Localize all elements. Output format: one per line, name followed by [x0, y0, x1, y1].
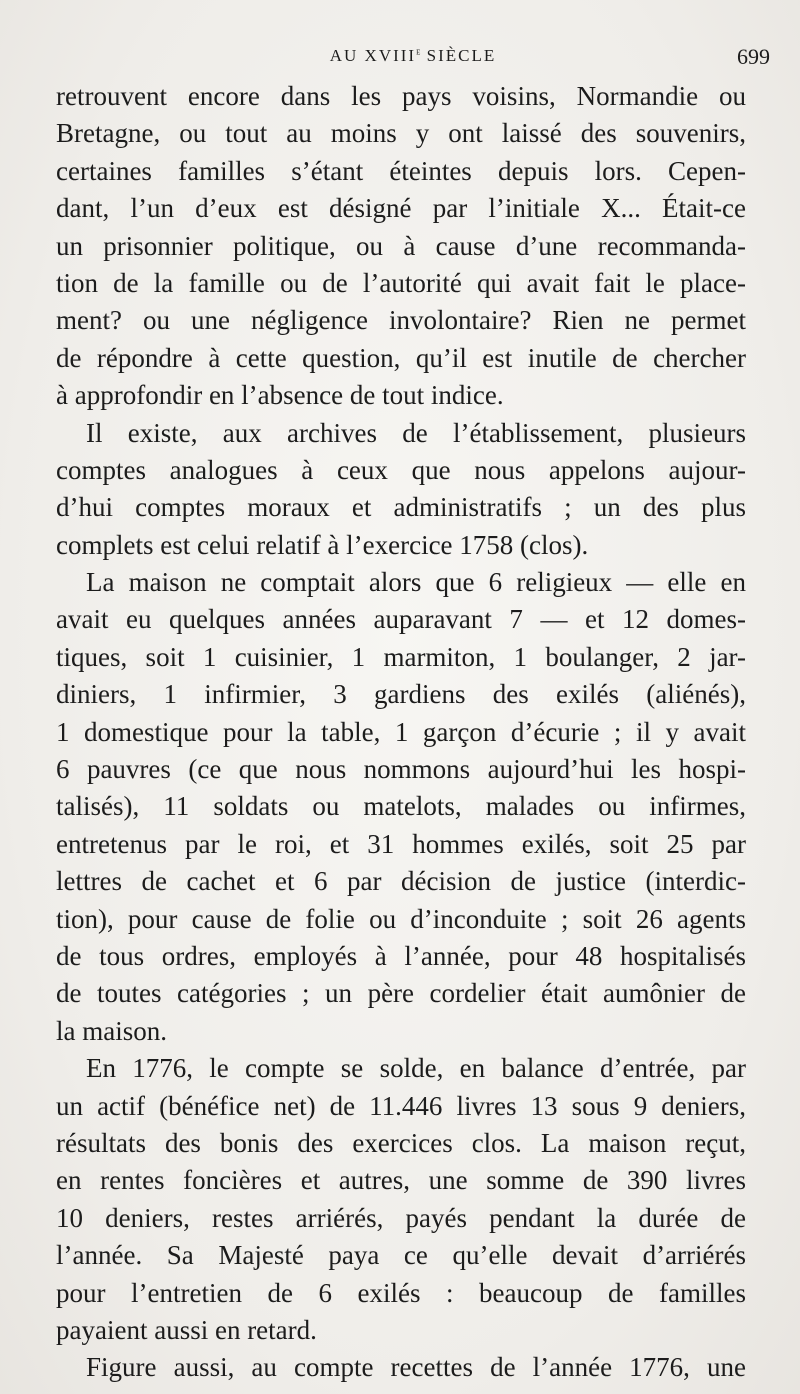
- text-line: l’année. Sa Majesté paya ce qu’elle devait d’arriérés: [56, 1240, 746, 1271]
- text-line: la maison.: [56, 1015, 167, 1046]
- text-line: un prisonnier politique, ou à cause d’une recommanda-: [56, 230, 746, 261]
- text-line: dant, l’un d’eux est désigné par l’initiale X... Était-ce: [56, 193, 746, 224]
- text-line: payaient aussi en retard.: [56, 1314, 317, 1345]
- text-line: à approfondir en l’absence de tout indice.: [56, 380, 504, 411]
- text-line: comptes analogues à ceux que nous appelons aujour-: [56, 454, 746, 485]
- text-line: de tous ordres, employés à l’année, pour 48 hospitalisés: [56, 940, 746, 971]
- running-title-superscript: e: [416, 46, 421, 58]
- paragraph-first-line: En 1776, le compte se solde, en balance d’entrée, par: [86, 1053, 746, 1084]
- text-line: ment? ou une négligence involontaire? Rien ne permet: [56, 305, 746, 336]
- running-title-suffix: SIÈCLE: [420, 46, 497, 65]
- text-line: retrouvent encore dans les pays voisins, Normandie ou: [56, 81, 746, 111]
- text-line: avait eu quelques années auparavant 7 — et 12 domes-: [56, 604, 746, 635]
- running-title: [56, 46, 770, 66]
- text-line: certaines familles s’étant éteintes depuis lors. Cepen-: [56, 155, 746, 186]
- running-head: [56, 44, 770, 74]
- text-line: tiques, soit 1 cuisinier, 1 marmiton, 1 boulanger, 2 jar-: [56, 641, 746, 672]
- page-number: 699: [737, 44, 770, 69]
- paragraph-first-line: La maison ne comptait alors que 6 religieux — elle en: [86, 567, 746, 598]
- text-line: 10 deniers, restes arriérés, payés pendant la durée de: [56, 1202, 746, 1233]
- text-line: 1 domestique pour la table, 1 garçon d’écurie ; il y avait: [56, 716, 746, 747]
- text-line: tion), pour cause de folie ou d’inconduite ; soit 26 agents: [56, 903, 746, 934]
- text-line: talisés), 11 soldats ou matelots, malades ou infirmes,: [56, 791, 746, 822]
- running-title-prefix: AU XVIII: [329, 46, 417, 65]
- text-line: entretenus par le roi, et 31 hommes exilés, soit 25 par: [56, 828, 746, 859]
- body-text: [56, 78, 746, 1387]
- text-line: complets est celui relatif à l’exercice 1758 (clos).: [56, 529, 589, 560]
- text-line: un actif (bénéfice net) de 11.446 livres 13 sous 9 deniers,: [56, 1090, 746, 1121]
- paragraph-first-line: Il existe, aux archives de l’établissement, plusieurs: [86, 417, 746, 448]
- text-line: d’hui comptes moraux et administratifs ; un des plus: [56, 492, 746, 523]
- text-line: de répondre à cette question, qu’il est inutile de chercher: [56, 342, 746, 373]
- text-line: 6 pauvres (ce que nous nommons aujourd’hui les hospi-: [56, 754, 746, 785]
- text-line: lettres de cachet et 6 par décision de justice (interdic-: [56, 866, 746, 897]
- text-line: pour l’entretien de 6 exilés : beaucoup de familles: [56, 1277, 746, 1308]
- text-line: de toutes catégories ; un père cordelier était aumônier de: [56, 978, 746, 1009]
- text-line: résultats des bonis des exercices clos. La maison reçut,: [56, 1127, 746, 1158]
- text-line: tion de la famille ou de l’autorité qui avait fait le place-: [56, 267, 746, 298]
- text-line: Bretagne, ou tout au moins y ont laissé des souvenirs,: [56, 118, 746, 149]
- text-line: diniers, 1 infirmier, 3 gardiens des exilés (aliénés),: [56, 679, 746, 710]
- paragraph-first-line: Figure aussi, au compte recettes de l’année 1776, une: [86, 1352, 746, 1383]
- text-line: en rentes foncières et autres, une somme de 390 livres: [56, 1165, 746, 1196]
